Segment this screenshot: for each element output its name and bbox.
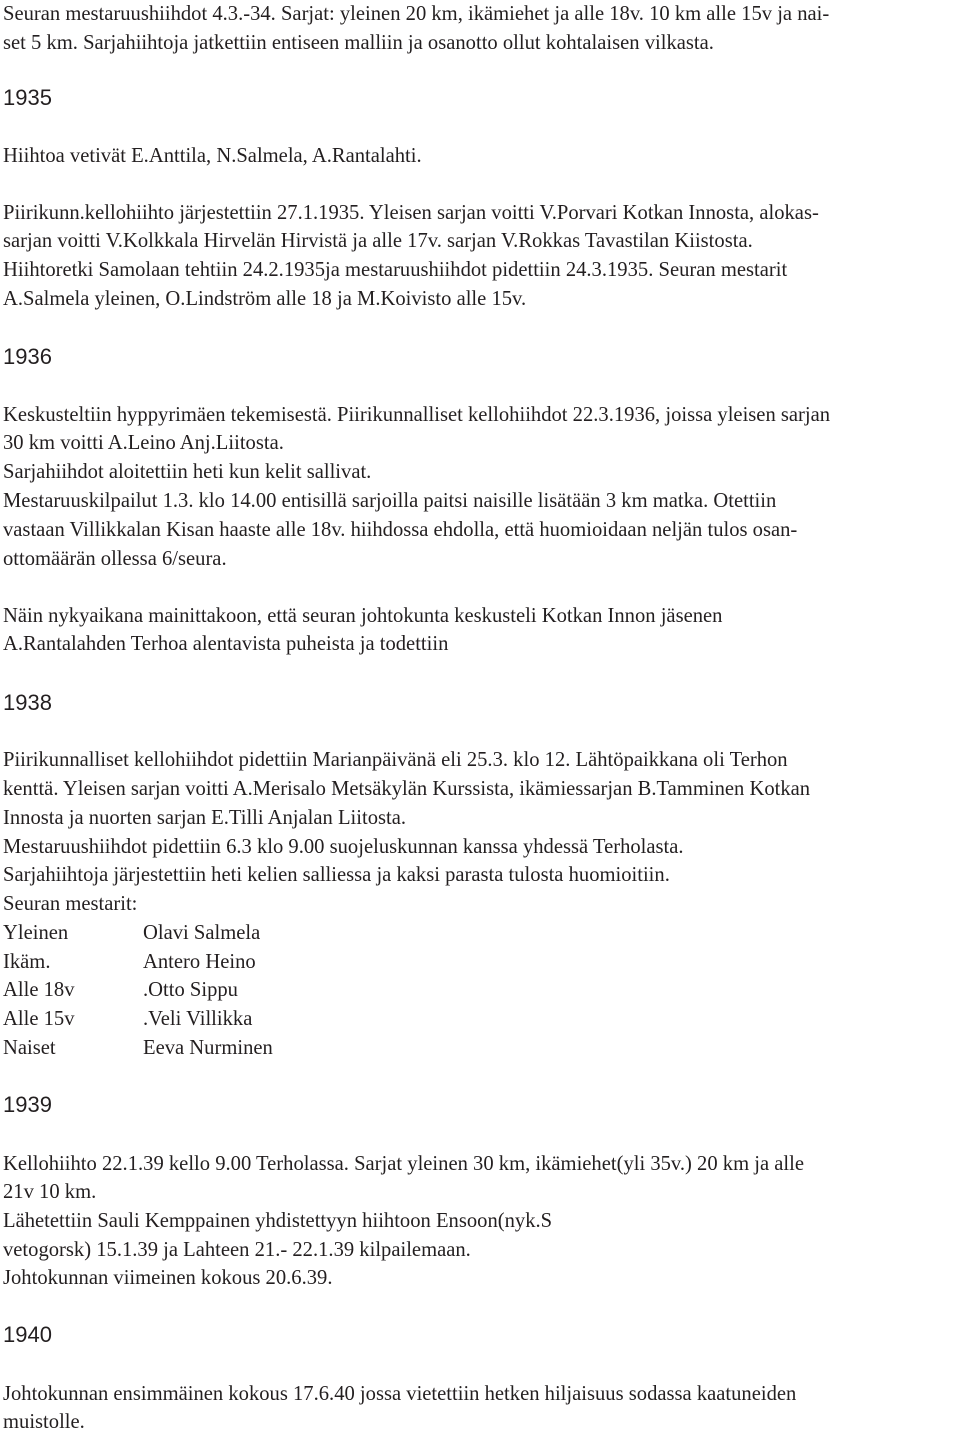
paragraph-line: sarjan voitti V.Kolkkala Hirvelän Hirvistä ja alle 17v. sarjan V.Rokkas Tavastilan Kiistosta. [3, 230, 753, 252]
champion-name: Olavi Salmela [143, 922, 261, 944]
paragraph-line: Seuran mestarit: [3, 893, 138, 915]
paragraph-line: vastaan Villikkalan Kisan haaste alle 18v. hiihdossa ehdolla, että huomioidaan neljän tulos osan- [3, 519, 798, 541]
paragraph-line: Näin nykyaikana mainittakoon, että seuran johtokunta keskusteli Kotkan Innon jäsenen [3, 605, 723, 627]
paragraph-line: Piirikunnalliset kellohiihdot pidettiin Marianpäivänä eli 25.3. klo 12. Lähtöpaikkana oli Terhon [3, 749, 788, 771]
paragraph-line: Piirikunn.kellohiihto järjestettiin 27.1.1935. Yleisen sarjan voitti V.Porvari Kotkan Innosta, alokas- [3, 202, 819, 224]
year-heading-1939: 1939 [3, 1092, 52, 1117]
paragraph-line: vetogorsk) 15.1.39 ja Lahteen 21.- 22.1.39 kilpailemaan. [3, 1239, 471, 1261]
paragraph-line: Johtokunnan viimeinen kokous 20.6.39. [3, 1267, 333, 1289]
paragraph-line: Lähetettiin Sauli Kemppainen yhdistettyyn hiihtoon Ensoon(nyk.S [3, 1210, 553, 1232]
intro-line: Seuran mestaruushiihdot 4.3.-34. Sarjat: yleinen 20 km, ikämiehet ja alle 18v. 10 km alle 15v ja nai- [3, 3, 830, 25]
champion-category: Ikäm. [3, 951, 51, 973]
champion-category: Alle 15v [3, 1008, 75, 1030]
paragraph-line: ottomäärän ollessa 6/seura. [3, 548, 227, 570]
year-heading-1940: 1940 [3, 1322, 52, 1347]
year-heading-1935: 1935 [3, 85, 52, 110]
paragraph-line: 21v 10 km. [3, 1181, 97, 1203]
champion-category: Yleinen [3, 922, 69, 944]
champion-name: Antero Heino [143, 951, 256, 973]
year-heading-1938: 1938 [3, 690, 52, 715]
paragraph-line: Mestaruuskilpailut 1.3. klo 14.00 entisillä sarjoilla paitsi naisille lisätään 3 km matka. Otettiin [3, 490, 777, 512]
intro-line: set 5 km. Sarjahiihtoja jatkettiin entiseen malliin ja osanotto ollut kohtalaisen vilkasta. [3, 32, 714, 54]
paragraph-line: Hiihtoa vetivät E.Anttila, N.Salmela, A.Rantalahti. [3, 145, 422, 167]
champion-category: Naiset [3, 1037, 56, 1059]
paragraph-line: 30 km voitti A.Leino Anj.Liitosta. [3, 432, 284, 454]
paragraph-line: Kellohiihto 22.1.39 kello 9.00 Terholassa. Sarjat yleinen 30 km, ikämiehet(yli 35v.) 20 km ja alle [3, 1153, 804, 1175]
paragraph-line: Sarjahiihdot aloitettiin heti kun kelit sallivat. [3, 461, 372, 483]
year-heading-1936: 1936 [3, 344, 52, 369]
champion-name: Eeva Nurminen [143, 1037, 273, 1059]
paragraph-line: Hiihtoretki Samolaan tehtiin 24.2.1935ja mestaruushiihdot pidettiin 24.3.1935. Seuran mestarit [3, 259, 788, 281]
paragraph-line: A.Salmela yleinen, O.Lindström alle 18 ja M.Koivisto alle 15v. [3, 288, 527, 310]
champion-category: Alle 18v [3, 979, 75, 1001]
paragraph-line: kenttä. Yleisen sarjan voitti A.Merisalo Metsäkylän Kurssista, ikämiessarjan B.Tamminen Kotkan [3, 778, 811, 800]
paragraph-line: Mestaruushiihdot pidettiin 6.3 klo 9.00 suojeluskunnan kanssa yhdessä Terholasta. [3, 836, 684, 858]
paragraph-line: Sarjahiihtoja järjestettiin heti kelien salliessa ja kaksi parasta tulosta huomioitiin. [3, 864, 670, 886]
paragraph-line: Innosta ja nuorten sarjan E.Tilli Anjalan Liitosta. [3, 807, 407, 829]
champion-name: .Otto Sippu [143, 979, 238, 1001]
paragraph-line: A.Rantalahden Terhoa alentavista puheista ja todettiin [3, 633, 449, 655]
champion-name: .Veli Villikka [143, 1008, 253, 1030]
paragraph-line: muistolle. [3, 1411, 85, 1433]
paragraph-line: Johtokunnan ensimmäinen kokous 17.6.40 jossa vietettiin hetken hiljaisuus sodassa kaatuneiden [3, 1383, 797, 1405]
paragraph-line: Keskusteltiin hyppyrimäen tekemisestä. Piirikunnalliset kellohiihdot 22.3.1936, joissa yleisen sarjan [3, 404, 831, 426]
